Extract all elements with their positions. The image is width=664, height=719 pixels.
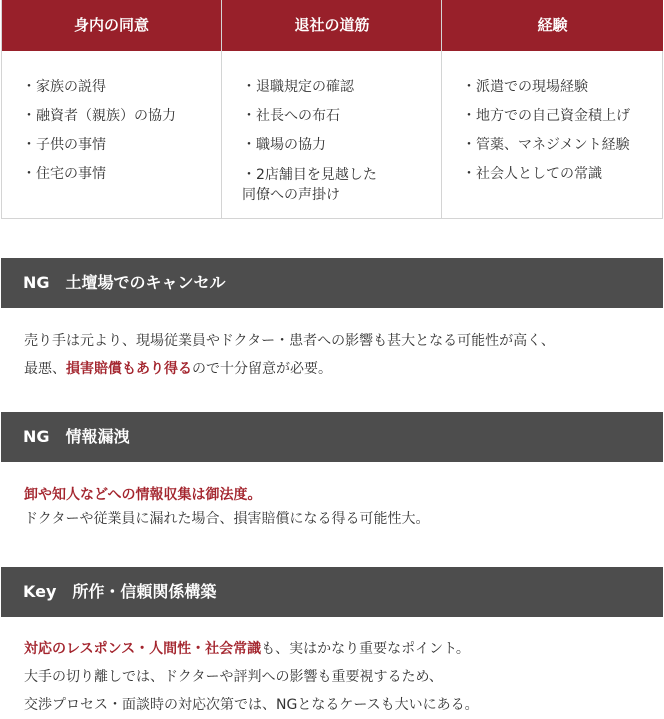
highlight-text: 対応のレスポンス・人間性・社会常識 bbox=[24, 641, 262, 657]
list-item: ・社長への布石 bbox=[242, 108, 340, 124]
paragraph-line bbox=[24, 635, 663, 663]
paragraph-line: 大手の切り離しでは、ドクターや評判への影響も重要視するため、 bbox=[24, 669, 443, 685]
list-item: ・派遣での現場経験 bbox=[462, 79, 588, 95]
column-resignation bbox=[221, 0, 442, 218]
section-ng-leak bbox=[1, 412, 663, 529]
paragraph-line bbox=[24, 355, 663, 383]
list-item: ・職場の協力 bbox=[242, 137, 326, 153]
section-key-conduct bbox=[1, 567, 663, 719]
list-item: ・住宅の事情 bbox=[22, 166, 106, 182]
column-experience bbox=[441, 0, 663, 218]
highlight-text: 卸や知人などへの情報収集は御法度。 bbox=[24, 487, 262, 503]
section-title: NG 土壇場でのキャンセル bbox=[1, 258, 663, 308]
text: 最悪、 bbox=[24, 361, 66, 377]
column-header: 身内の同意 bbox=[2, 0, 221, 51]
list-item: ・管薬、マネジメント経験 bbox=[462, 137, 630, 153]
section-ng-cancel bbox=[1, 258, 663, 383]
paragraph-line: 売り手は元より、現場従業員やドクター・患者への影響も甚大となる可能性が高く、 bbox=[24, 333, 555, 349]
paragraph-line: 交渉プロセス・面談時の対応次第では、NGとなるケースも大いにある。 bbox=[24, 697, 479, 713]
section-title: Key 所作・信頼関係構築 bbox=[1, 567, 663, 617]
text: も、実はかなり重要なポイント。 bbox=[261, 641, 470, 657]
comparison-table bbox=[1, 0, 663, 219]
column-header: 経験 bbox=[442, 0, 663, 51]
text: ので十分留意が必要。 bbox=[192, 361, 332, 377]
list-item: ・融資者（親族）の協力 bbox=[22, 108, 176, 124]
column-header: 退社の道筋 bbox=[222, 0, 442, 51]
highlight-text: 損害賠償もあり得る bbox=[66, 361, 192, 377]
list-item: ・2店舗目を見越した 同僚への声掛け bbox=[242, 167, 377, 203]
section-title: NG 情報漏洩 bbox=[1, 412, 663, 462]
paragraph-line: ドクターや従業員に漏れた場合、損害賠償になる得る可能性大。 bbox=[24, 511, 430, 527]
list-item: ・子供の事情 bbox=[22, 137, 106, 153]
list-item: ・社会人としての常識 bbox=[462, 166, 602, 182]
list-item: ・退職規定の確認 bbox=[242, 79, 354, 95]
column-consent bbox=[2, 0, 221, 218]
list-item: ・地方での自己資金積上げ bbox=[462, 108, 630, 124]
list-item: ・家族の説得 bbox=[22, 79, 106, 95]
